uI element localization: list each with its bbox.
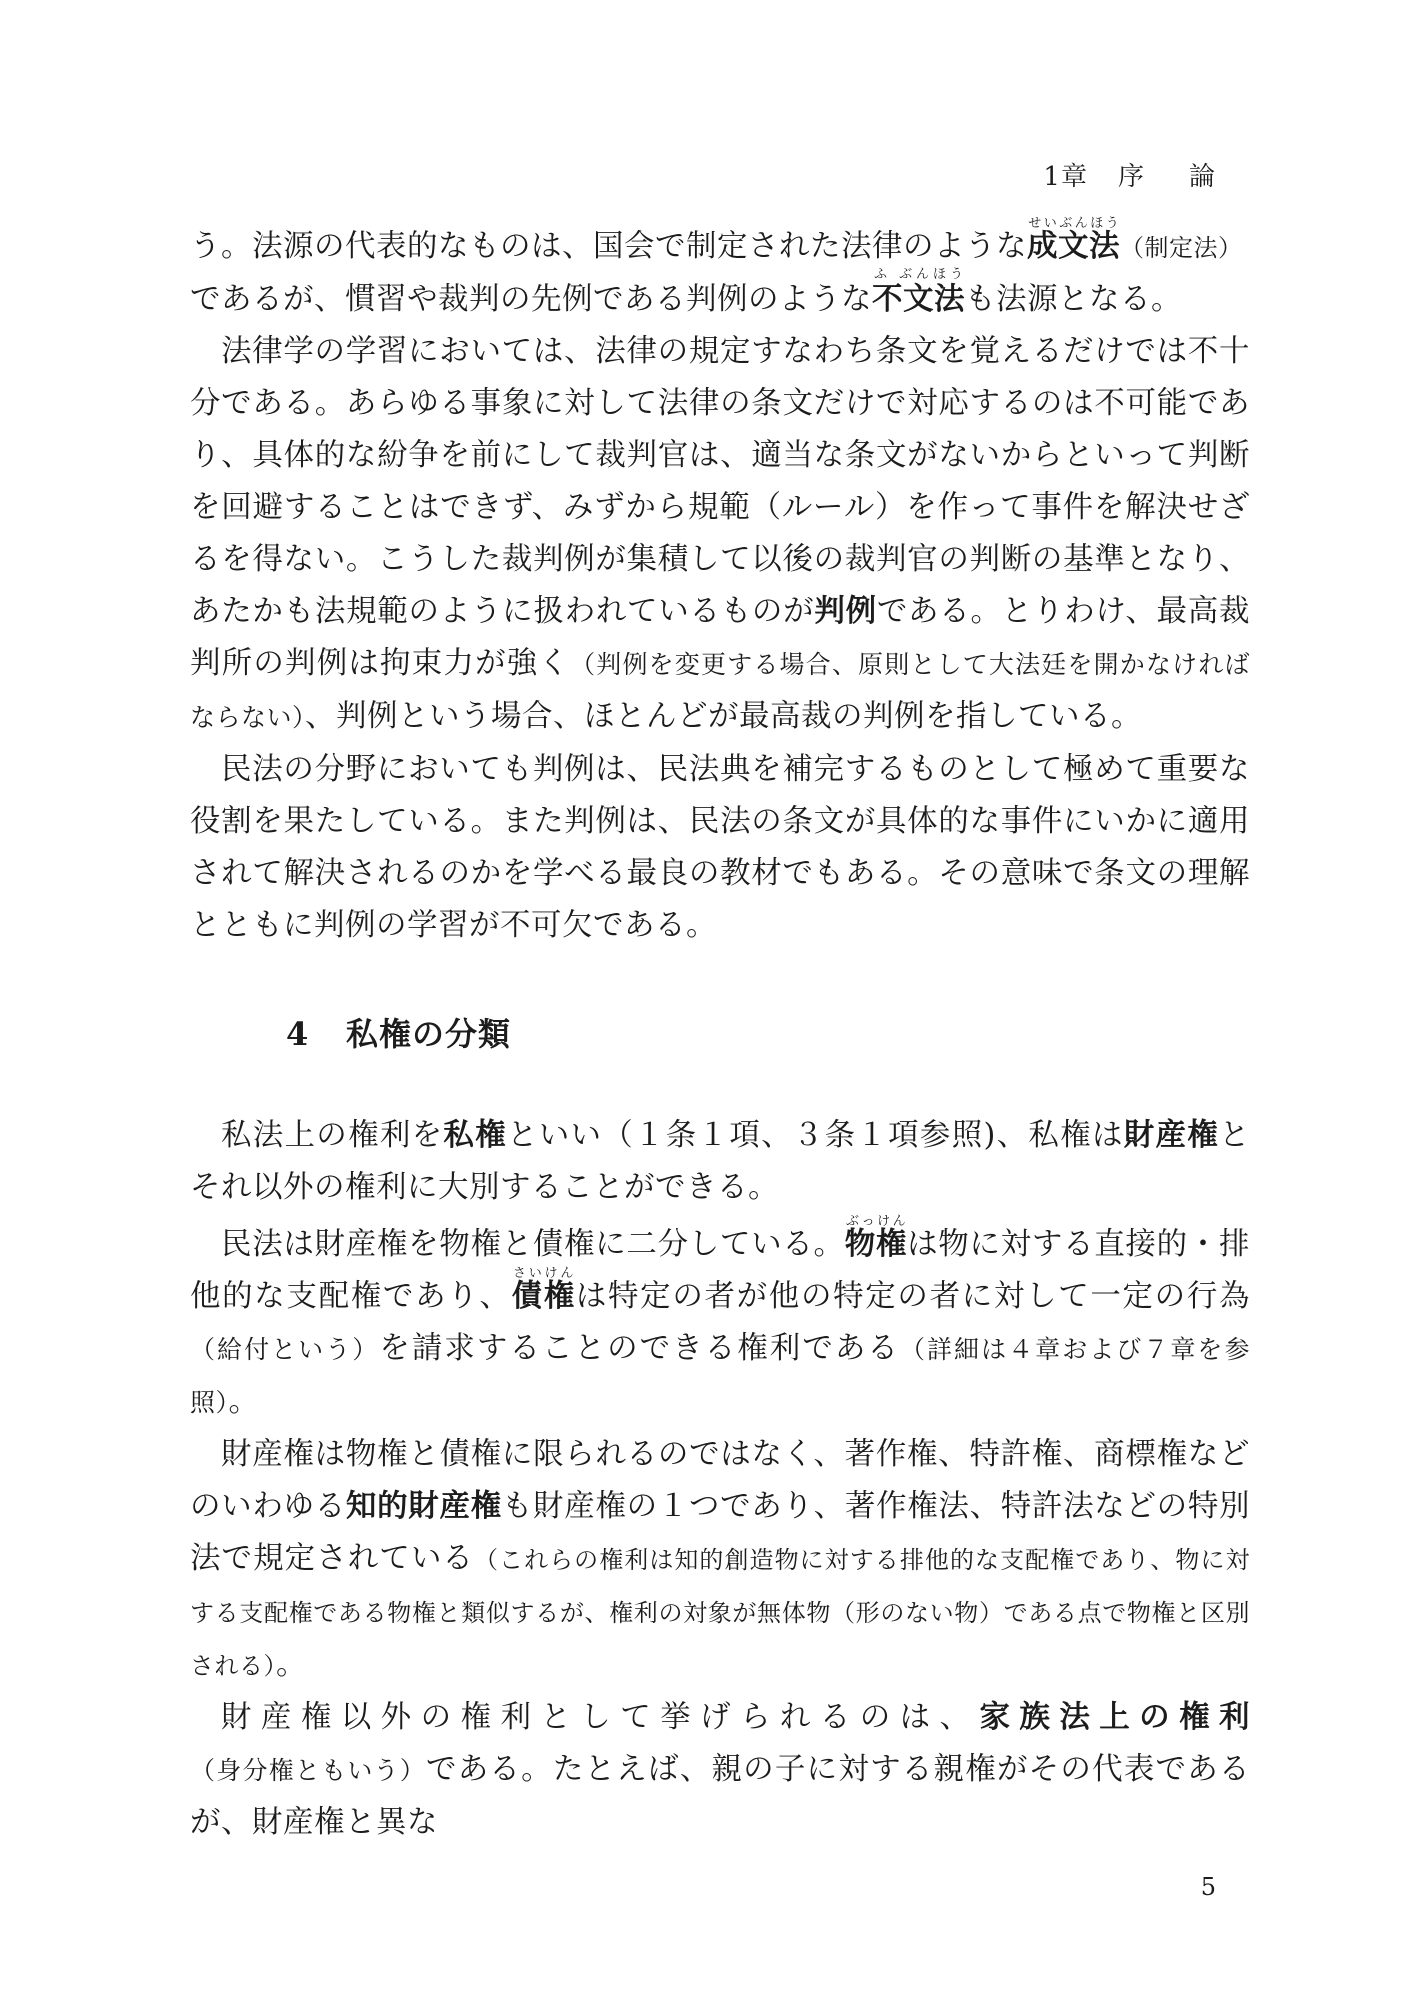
section-heading [190, 1008, 1250, 1060]
paragraph-1 [190, 216, 1250, 326]
text-run: を請求することのできる権利である [379, 1331, 900, 1366]
term-chiteki-zaisanken: 知的財産権 [345, 1489, 502, 1524]
text-run: は物に対する直接的・排他的な支配権であり、 [190, 1227, 1250, 1314]
paragraph-3: 民法の分野においても判例は、民法典を補完するものとして極めて重要な役割を果たしている。また判例は、民法の条文が具体的な事件にいかに適用されて解決されるのかを学べる最良の教材でもある。その意味で条文の理解とともに判例の学習が不可欠である。 [190, 752, 1250, 943]
text-run: （給付という） [190, 1335, 380, 1364]
running-head-title-2: 論 [1188, 162, 1216, 192]
page-number: 5 [1200, 1873, 1216, 1901]
text-run: 。 [228, 1384, 260, 1419]
paragraph-4 [190, 1110, 1250, 1214]
term-hanrei: 判例 [814, 594, 877, 629]
term-shiken: 私権 [443, 1118, 507, 1153]
text-run: である。とりわけ、最高裁判所の判例は拘束力が強く [190, 594, 1250, 681]
term-text: 債権 [511, 1279, 576, 1314]
term-kazokuho-kenri: 家族法上の権利 [979, 1700, 1251, 1735]
text-run: 。 [276, 1647, 307, 1682]
furigana: さいけん [511, 1266, 575, 1281]
term-text: 成文法 [1027, 229, 1120, 264]
body-text [190, 216, 1250, 1849]
text-run: 、判例という場合、ほとんどが最高裁の判例を指している。 [305, 699, 1143, 734]
text-run: 法律学の学習においては、法律の規定すなわち条文を覚えるだけでは不十分である。あらゆる事象に対して法律の条文だけで対応するのは不可能であり、具体的な紛争を前にして裁判官は、適当な条文がないからといって判断を回避することはできず、みずから規範（ルール）を作って事件を解決せざるを得ない。こうした裁判例が集積して以後の裁判官の判断の基準となり、あたかも法規範のように扱われているものが [190, 334, 1250, 629]
text-run: 財産権以外の権利として挙げられるのは、 [221, 1700, 980, 1735]
running-head-title-1: 序 [1117, 162, 1145, 192]
term-fubunho [872, 267, 965, 317]
paragraph-6 [190, 1429, 1250, 1692]
term-text: 物権 [844, 1227, 908, 1262]
furigana: せいぶんほう [1027, 216, 1120, 231]
running-head [1043, 156, 1216, 193]
text-run: 民法は財産権を物権と債権に二分している。 [221, 1227, 845, 1262]
text-run: は特定の者が他の特定の者に対して一定の行為 [575, 1279, 1250, 1314]
text-run: とそれ以外の権利に大別することができる。 [190, 1118, 1251, 1205]
paragraph-5 [190, 1214, 1250, 1429]
text-run: （身分権ともいう） [190, 1756, 426, 1785]
text-run: も法源となる。 [965, 282, 1182, 317]
term-saiken [511, 1266, 576, 1314]
section-number: 4 [286, 1015, 310, 1053]
furigana: ふ ぶんほう [872, 267, 965, 282]
paragraph-7 [190, 1692, 1250, 1849]
term-bukken [844, 1214, 908, 1262]
term-zaisanken: 財産権 [1123, 1118, 1220, 1153]
running-head-chapter: 1章 [1043, 162, 1088, 192]
text-run: う。法源の代表的なものは、国会で制定された法律のような [190, 229, 1027, 264]
text-run: 財産権は物権と債権に限られるのではなく、著作権、特許権、商標権などのいわゆる [190, 1437, 1250, 1524]
term-seibunho [1027, 216, 1120, 264]
text-run: である。たとえば、親の子に対する親権がその代表であるが、財産権と異な [190, 1752, 1250, 1840]
paragraph-2 [190, 326, 1250, 744]
section-title: 私権の分類 [346, 1015, 512, 1053]
text-run: （判例を変更する場合、原則として大法廷を開かなければならない） [190, 650, 1250, 732]
furigana: ぶっけん [844, 1214, 907, 1229]
text-run: といい（１条１項、３条１項参照)、私権は [506, 1118, 1124, 1153]
text-run: （これらの権利は知的創造物に対する排他的な支配権であり、物に対する支配権である物権と類似するが、権利の対象が無体物（形のない物）である点で物権と区別される） [190, 1546, 1251, 1680]
text-run: であるが、慣習や裁判の先例である判例のような [190, 282, 872, 317]
text-run: （詳細は４章および７章を参照） [190, 1335, 1250, 1417]
text-run: （制定法） [1120, 234, 1243, 262]
text-run: 私法上の権利を [221, 1118, 444, 1153]
term-text: 不文法 [872, 282, 965, 317]
text-run: も財産権の１つであり、著作権法、特許法などの特別法で規定されている [190, 1489, 1251, 1576]
